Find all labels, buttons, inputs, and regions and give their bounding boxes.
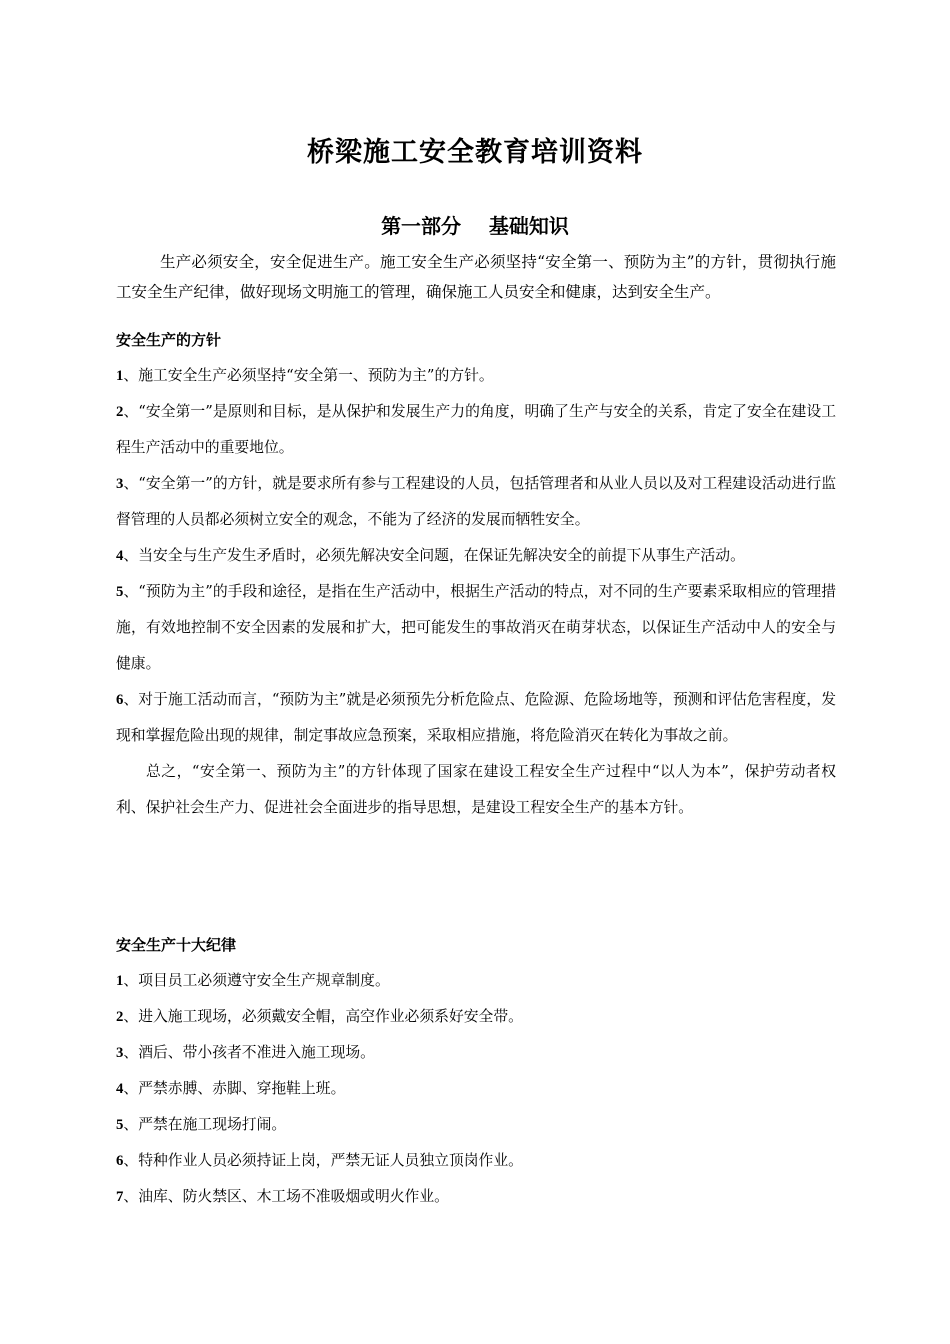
item-text: 、酒后、带小孩者不准进入施工现场。	[123, 1044, 375, 1061]
item-text: 、项目员工必须遵守安全生产规章制度。	[123, 972, 390, 989]
item-number: 1	[116, 973, 124, 989]
policy-item	[116, 394, 836, 466]
item-number: 2	[116, 1009, 124, 1025]
document-title: 桥梁施工安全教育培训资料	[307, 137, 643, 168]
rule-item	[116, 1071, 836, 1107]
policy-item	[116, 574, 836, 682]
rule-item	[116, 1107, 836, 1143]
item-text: 、进入施工现场，必须戴安全帽，高空作业必须系好安全带。	[123, 1008, 523, 1025]
intro-paragraph: 生产必须安全，安全促进生产。施工安全生产必须坚持“安全第一、预防为主”的方针，贯彻执行施工安全生产纪律，做好现场文明施工的管理，确保施工人员安全和健康，达到安全生产。	[116, 253, 836, 301]
item-text: 、“预防为主”的手段和途径，是指在生产活动中，根据生产活动的特点，对不同的生产要素采取相应的管理措施，有效地控制不安全因素的发展和扩大，把可能发生的事故消灭在萌芽状态，以保证生产活动中人的安全与健康。	[116, 583, 836, 672]
item-number: 6	[116, 1153, 124, 1169]
item-number: 5	[116, 1117, 124, 1133]
rule-item	[116, 1179, 836, 1215]
item-number: 2	[116, 404, 124, 420]
rule-item	[116, 963, 836, 999]
rule-item	[116, 999, 836, 1035]
rule-item	[116, 1035, 836, 1071]
item-text: 、“安全第一”的方针，就是要求所有参与工程建设的人员，包括管理者和从业人员以及对工程建设活动进行监督管理的人员都必须树立安全的观念，不能为了经济的发展而牺牲安全。	[116, 475, 836, 528]
item-text: 、严禁在施工现场打闹。	[123, 1116, 287, 1133]
rules-heading: 安全生产十大纪律	[116, 936, 237, 954]
item-number: 3	[116, 1045, 124, 1061]
item-text: 、当安全与生产发生矛盾时，必须先解决安全问题，在保证先解决安全的前提下从事生产活动。	[123, 547, 745, 564]
item-number: 4	[116, 548, 124, 564]
policy-section	[116, 322, 836, 826]
item-number: 1	[116, 368, 124, 384]
rules-section	[116, 927, 836, 1215]
item-text: 、对于施工活动而言，“预防为主”就是必须预先分析危险点、危险源、危险场地等，预测和评估危害程度，发现和掌握危险出现的规律，制定事故应急预案，采取相应措施，将危险消灭在转化为事故之前。	[116, 691, 836, 744]
item-text: 、严禁赤膊、赤脚、穿拖鞋上班。	[123, 1080, 346, 1097]
item-text: 、特种作业人员必须持证上岗，严禁无证人员独立顶岗作业。	[123, 1152, 523, 1169]
policy-item	[116, 358, 836, 394]
item-number: 3	[116, 476, 124, 492]
item-text: 、“安全第一”是原则和目标，是从保护和发展生产力的角度，明确了生产与安全的关系，肯定了安全在建设工程生产活动中的重要地位。	[116, 403, 836, 456]
policy-summary: 总之，“安全第一、预防为主”的方针体现了国家在建设工程安全生产过程中“以人为本”，保护劳动者权利、保护社会生产力、促进社会全面进步的指导思想，是建设工程安全生产的基本方针。	[116, 763, 836, 816]
item-text: 、油库、防火禁区、木工场不准吸烟或明火作业。	[123, 1188, 449, 1205]
policy-item	[116, 682, 836, 754]
policy-heading: 安全生产的方针	[116, 331, 222, 349]
item-number: 6	[116, 692, 124, 708]
item-number: 7	[116, 1189, 124, 1205]
part-title: 第一部分 基础知识	[381, 214, 569, 238]
item-number: 4	[116, 1081, 124, 1097]
item-text: 、施工安全生产必须坚持“安全第一、预防为主”的方针。	[123, 367, 494, 384]
item-number: 5	[116, 584, 124, 600]
policy-item	[116, 538, 836, 574]
policy-item	[116, 466, 836, 538]
rule-item	[116, 1143, 836, 1179]
